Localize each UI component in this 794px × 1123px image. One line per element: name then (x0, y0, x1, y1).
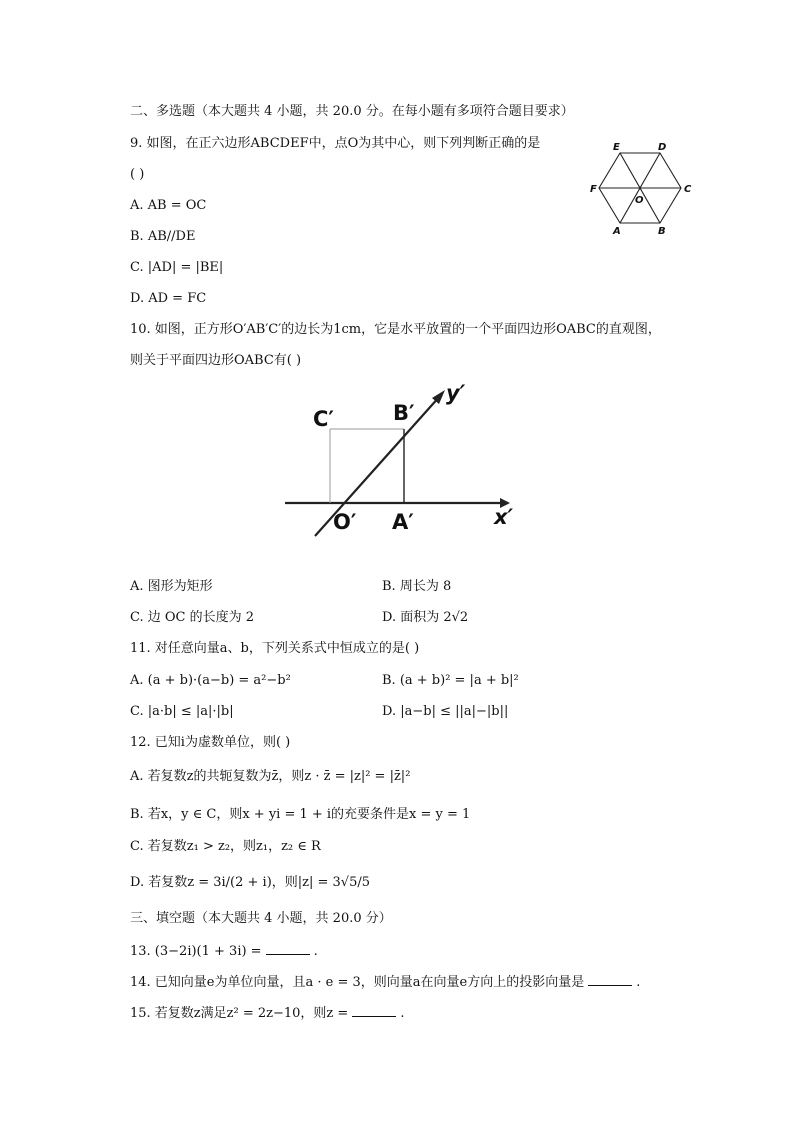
q14-end: . (636, 975, 641, 990)
q10-option-d: D. 面积为 2√2 (382, 610, 469, 625)
q15-line (130, 1004, 404, 1023)
label-o-prime: O′ (333, 510, 357, 534)
oblique-square-figure (280, 378, 520, 543)
q11-stem: 11. 对任意向量a、b，下列关系式中恒成立的是( ) (130, 641, 420, 656)
hex-label-b: B (658, 226, 666, 235)
q15-text: 15. 若复数z满足z² = 2z−10，则z = (130, 1006, 349, 1021)
q10-option-a: A. 图形为矩形 (130, 579, 213, 594)
q10-option-c: C. 边 OC 的长度为 2 (130, 610, 255, 625)
q9-option-b: B. AB//DE (130, 229, 196, 244)
q10-stem-line2: 则关于平面四边形OABC有( ) (130, 353, 302, 368)
q12-option-d: D. 若复数z = 3i/(2 + i)，则|z| = 3√5/5 (130, 875, 371, 890)
q15-end: . (400, 1006, 405, 1021)
label-x-prime: x′ (494, 505, 514, 529)
label-a-prime: A′ (392, 510, 414, 534)
q14-answer-blank[interactable] (588, 973, 632, 986)
q9-option-d: D. AD = FC (130, 291, 207, 306)
q10-stem-line1: 10. 如图，正方形O′AB′C′的边长为1cm，它是水平放置的一个平面四边形OABC的直观图， (130, 322, 661, 337)
q14-line (130, 973, 640, 992)
q12-option-b: B. 若x，y ∈ C，则x + yi = 1 + i的充要条件是x = y = 1 (130, 807, 471, 822)
hex-label-e: E (613, 142, 620, 153)
hex-label-c: C (684, 184, 692, 195)
q14-text: 14. 已知向量e为单位向量，且a · e = 3，则向量a在向量e方向上的投影向量是 (130, 975, 585, 990)
q9-paren: ( ) (130, 167, 145, 182)
section-multi-choice-header: 二、多选题（本大题共 4 小题，共 20.0 分。在每小题有多项符合题目要求） (130, 104, 574, 119)
q13-end: . (313, 944, 318, 959)
q12-stem: 12. 已知i为虚数单位，则( ) (130, 735, 291, 750)
hex-label-f: F (590, 184, 597, 195)
q13-text: 13. (3−2i)(1 + 3i) = (130, 944, 262, 959)
q10-option-b: B. 周长为 8 (382, 579, 452, 594)
hex-label-a: A (613, 226, 621, 235)
q13-answer-blank[interactable] (266, 942, 310, 955)
section-fill-in-header: 三、填空题（本大题共 4 小题，共 20.0 分） (130, 911, 392, 926)
q12-option-a: A. 若复数z的共轭复数为z̄，则z · z̄ = |z|² = |z̄|² (130, 769, 411, 784)
q11-option-d: D. |a−b| ≤ ||a|−|b|| (382, 704, 509, 719)
label-c-prime: C′ (313, 407, 334, 431)
q11-option-c: C. |a·b| ≤ |a|·|b| (130, 704, 234, 719)
q11-option-b: B. (a + b)² = |a + b|² (382, 673, 519, 688)
q11-option-a: A. (a + b)·(a−b) = a²−b² (130, 673, 291, 688)
hex-label-o: O (635, 195, 644, 206)
hex-label-d: D (658, 142, 667, 153)
q12-option-c: C. 若复数z₁ > z₂，则z₁，z₂ ∈ R (130, 839, 321, 854)
q13-line (130, 942, 318, 961)
q9-option-c: C. |AD| = |BE| (130, 260, 224, 275)
q9-stem: 9. 如图，在正六边形ABCDEF中，点O为其中心，则下列判断正确的是 (130, 136, 541, 151)
label-y-prime: y′ (446, 381, 466, 405)
label-b-prime: B′ (393, 401, 415, 425)
hexagon-figure (585, 140, 695, 235)
q15-answer-blank[interactable] (352, 1004, 396, 1017)
q9-option-a: A. AB = OC (130, 198, 207, 213)
